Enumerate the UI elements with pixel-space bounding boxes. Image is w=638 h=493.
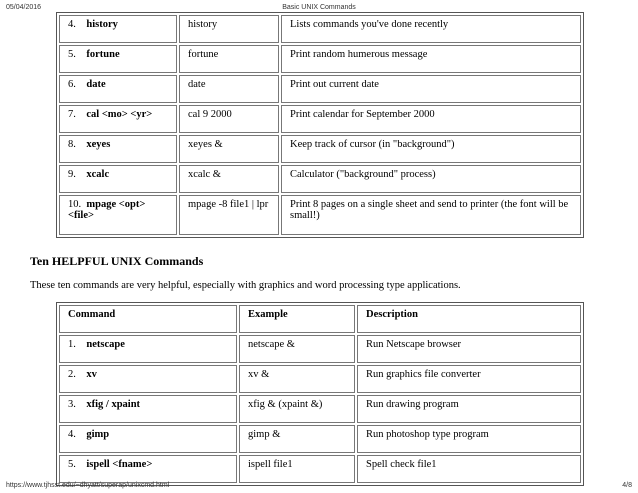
print-title: Basic UNIX Commands: [282, 4, 356, 11]
command-cell: 3. xfig / xpaint: [59, 395, 237, 423]
description-cell: Keep track of cursor (in "background"): [281, 135, 581, 163]
example-cell: xv &: [239, 365, 355, 393]
description-cell: Run Netscape browser: [357, 335, 581, 363]
command-cell: 7. cal <mo> <yr>: [59, 105, 177, 133]
table-row: [59, 195, 581, 235]
command-cell: 8. xeyes: [59, 135, 177, 163]
description-cell: Spell check file1: [357, 455, 581, 483]
table-row: [59, 335, 581, 363]
header-example: Example: [239, 305, 355, 333]
print-footer: [0, 479, 638, 493]
description-cell: Print out current date: [281, 75, 581, 103]
description-cell: Run photoshop type program: [357, 425, 581, 453]
table-row: [59, 365, 581, 393]
example-cell: fortune: [179, 45, 279, 73]
command-cell: 4. history: [59, 15, 177, 43]
command-cell: 10. mpage <opt> <file>: [59, 195, 177, 235]
example-cell: xeyes &: [179, 135, 279, 163]
table-row: [59, 135, 581, 163]
command-cell: 4. gimp: [59, 425, 237, 453]
example-cell: xfig & (xpaint &): [239, 395, 355, 423]
table-row: [59, 45, 581, 73]
commands-table-continued: [56, 12, 584, 238]
example-cell: ispell file1: [239, 455, 355, 483]
description-cell: Print random humerous message: [281, 45, 581, 73]
table-row: [59, 15, 581, 43]
description-cell: Run drawing program: [357, 395, 581, 423]
command-cell: 6. date: [59, 75, 177, 103]
command-cell: 1. netscape: [59, 335, 237, 363]
command-cell: 5. fortune: [59, 45, 177, 73]
command-cell: 2. xv: [59, 365, 237, 393]
table-row: [59, 105, 581, 133]
description-cell: Lists commands you've done recently: [281, 15, 581, 43]
example-cell: gimp &: [239, 425, 355, 453]
example-cell: netscape &: [239, 335, 355, 363]
helpful-commands-table: [56, 302, 584, 486]
print-date: 05/04/2016: [6, 4, 42, 11]
page-url: https://www.tjhsst.edu/~dhyatt/superap/unixcmd.html: [6, 482, 170, 489]
table-row: [59, 75, 581, 103]
command-cell: 5. ispell <fname>: [59, 455, 237, 483]
table-row: [59, 395, 581, 423]
header-command: Command: [59, 305, 237, 333]
example-cell: mpage -8 file1 | lpr: [179, 195, 279, 235]
example-cell: date: [179, 75, 279, 103]
example-cell: history: [179, 15, 279, 43]
section-heading: Ten HELPFUL UNIX Commands: [30, 254, 204, 268]
table-header-row: [59, 305, 581, 333]
table-row: [59, 165, 581, 193]
example-cell: xcalc &: [179, 165, 279, 193]
section-intro: These ten commands are very helpful, especially with graphics and word processing type applications.: [30, 280, 461, 291]
example-cell: cal 9 2000: [179, 105, 279, 133]
description-cell: Print 8 pages on a single sheet and send to printer (the font will be small!): [281, 195, 581, 235]
description-cell: Print calendar for September 2000: [281, 105, 581, 133]
command-cell: 9. xcalc: [59, 165, 177, 193]
page-number: 4/8: [622, 482, 632, 489]
description-cell: Calculator ("background" process): [281, 165, 581, 193]
description-cell: Run graphics file converter: [357, 365, 581, 393]
header-description: Description: [357, 305, 581, 333]
table-row: [59, 425, 581, 453]
